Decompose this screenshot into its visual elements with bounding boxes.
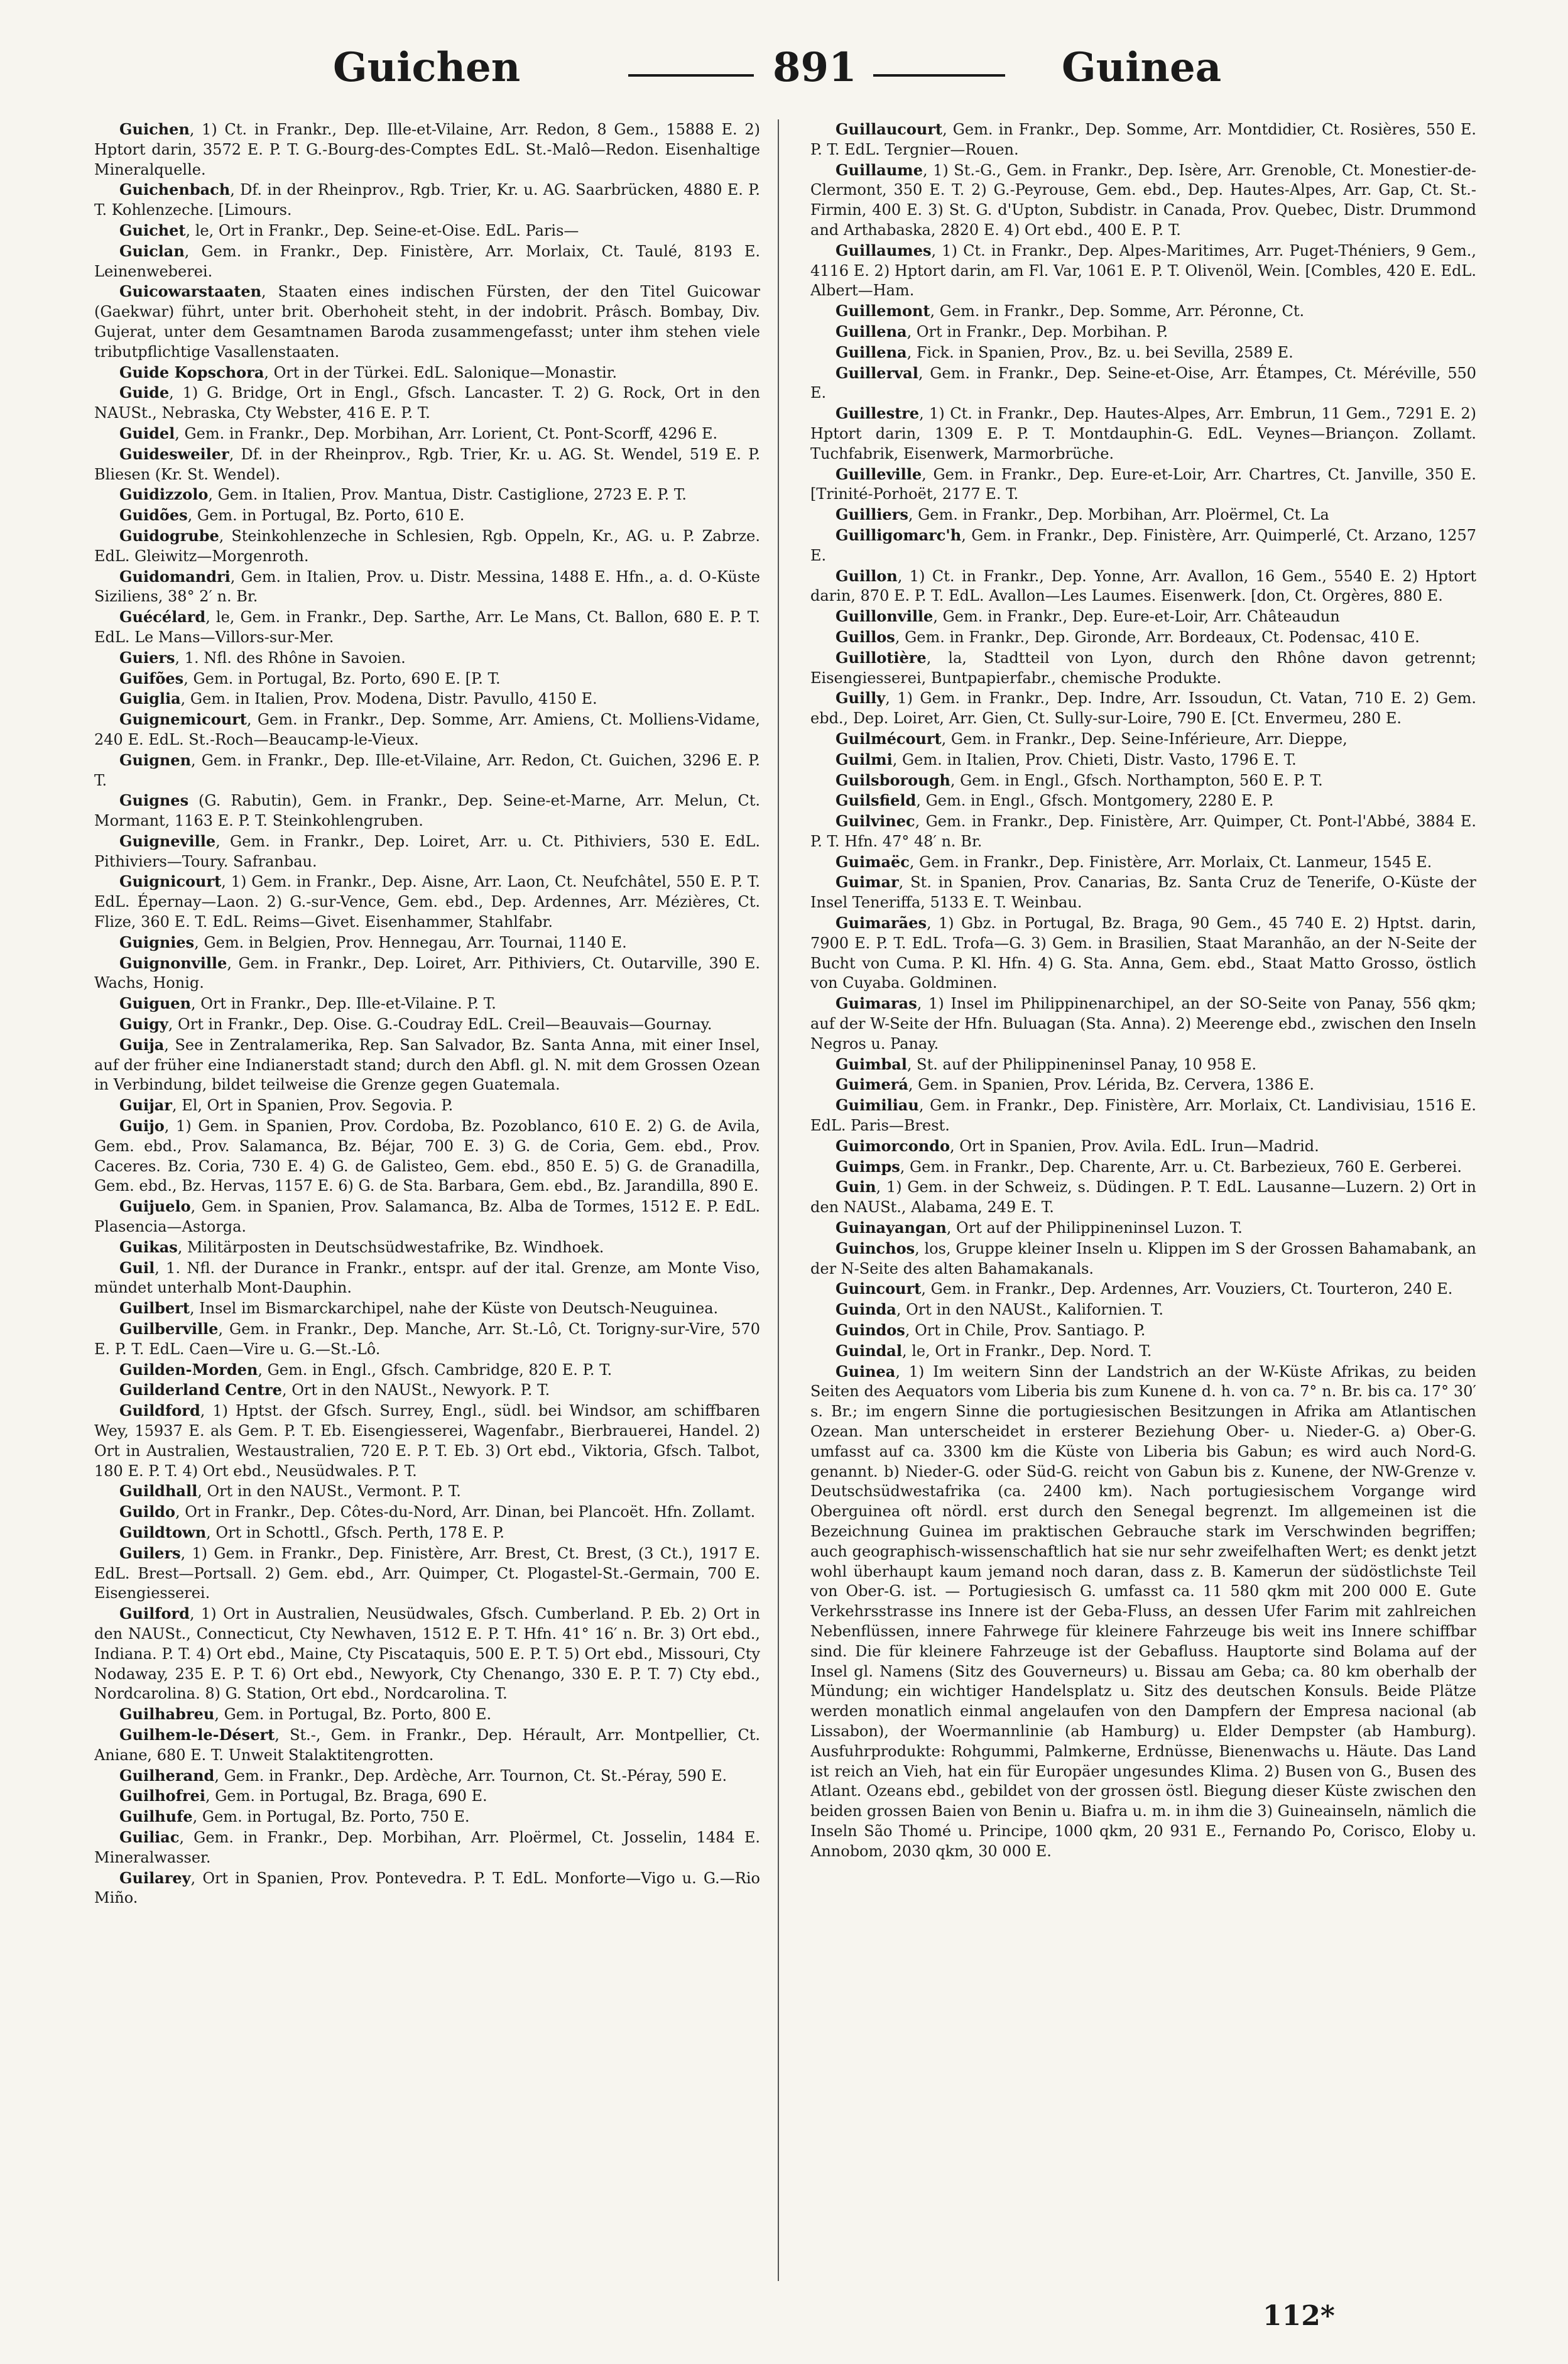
entry-text: , 1) Gem. in Spanien, Prov. Cordoba, Bz. Pozoblanco, 610 E. 2) G. de Avila, Gem. ebd., Prov. Salamanca, Bz. Béjar, 700 E. 3) G. de Coria, Gem. ebd., Prov. Caceres. Bz. Coria, 730 E. 4) G. de Galisteo, Gem. ebd., 850 E. 5) G. de Granadilla, Gem. ebd., Bz. Hervas, 1157 E. 6) G. de Sta. Barbara, Gem. ebd., Bz. Jarandilla, 890 E. [94, 1117, 760, 1195]
dictionary-entry [810, 811, 1476, 852]
dictionary-entry [810, 606, 1476, 627]
entry-text: , 1) Ct. in Frankr., Dep. Ille-et-Vilaine, Arr. Redon, 8 Gem., 15888 E. 2) Hptort darin, 3572 E. P. T. G.-Bourg-des-Comptes EdL. St.-Malô—Redon. Eisenhaltige Mineralquelle. [94, 121, 760, 178]
entry-text: , Gem. in Frankr., Dep. Ardennes, Arr. Vouziers, Ct. Tourteron, 240 E. [921, 1280, 1453, 1298]
entry-text: , St.-, Gem. in Frankr., Dep. Hérault, Arr. Montpellier, Ct. Aniane, 680 E. T. Unweit Stalaktitengrotten. [94, 1726, 760, 1764]
entry-text: , Gem. in Frankr., Dep. Manche, Arr. St.-Lô, Ct. Torigny-sur-Vire, 570 E. P. T. EdL. Caen—Vire u. G.—St.-Lô. [94, 1320, 760, 1358]
entry-text: , Gem. in Frankr., Dep. Seine-et-Oise, Arr. Étampes, Ct. Méréville, 550 E. [810, 364, 1476, 402]
entry-text: , Gem. in Frankr., Dep. Loiret, Arr. u. Ct. Pithiviers, 530 E. EdL. Pithiviers—Toury. Safranbau. [94, 832, 760, 870]
entry-headword: Guinayangan [836, 1218, 947, 1237]
entry-text: , los, Gruppe kleiner Inseln u. Klippen im S der Grossen Bahamabank, an der N-Seite des alten Bahamakanals. [810, 1239, 1476, 1278]
dictionary-entry [94, 1766, 760, 1787]
entry-headword: Guilleville [836, 464, 922, 483]
dictionary-entry [810, 1279, 1476, 1300]
entry-headword: Guildhall [119, 1482, 198, 1501]
signature-mark: 112* [1263, 2300, 1335, 2332]
dictionary-entry [810, 852, 1476, 873]
entry-headword: Guilers [119, 1543, 181, 1562]
dictionary-entry [810, 993, 1476, 1054]
dictionary-entry [94, 872, 760, 932]
entry-text: , 1) Ct. in Frankr., Dep. Alpes-Maritimes, Arr. Puget-Théniers, 9 Gem., 4116 E. 2) Hptort darin, am Fl. Var, 1061 E. P. T. Olivenöl, Wein. [Combles, 420 E. EdL. Albert—Ham. [810, 241, 1476, 300]
entry-headword: Guimorcondo [836, 1136, 950, 1155]
entry-text: , Gem. in Engl., Gfsch. Cambridge, 820 E. P. T. [258, 1360, 612, 1379]
entry-text: , Gem. in Italien, Prov. Mantua, Distr. Castiglione, 2723 E. P. T. [208, 486, 687, 504]
entry-headword: Guigneville [119, 831, 216, 850]
dictionary-entry [94, 1523, 760, 1543]
dictionary-entry [810, 1075, 1476, 1095]
entry-headword: Guildo [119, 1502, 175, 1521]
entry-headword: Guilhufe [119, 1807, 193, 1826]
entry-text: , Gem. in Frankr., Dep. Eure-et-Loir, Arr. Chartres, Ct. Janville, 350 E. [Trinité-Porhoët, 2177 E. T. [810, 465, 1476, 503]
entry-text: , Df. in der Rheinprov., Rgb. Trier, Kr. u. AG. St. Wendel, 519 E. P. Bliesen (Kr. St. Wendel). [94, 445, 760, 483]
entry-text: , Gem. in Belgien, Prov. Hennegau, Arr. Tournai, 1140 E. [194, 933, 627, 951]
dictionary-entry [94, 1319, 760, 1360]
entry-headword: Guilligomarc'h [836, 525, 962, 544]
dictionary-entry [810, 505, 1476, 525]
entry-headword: Guiclan [119, 241, 185, 260]
entry-headword: Guilmécourt [836, 729, 942, 748]
dictionary-entry [810, 1054, 1476, 1075]
dictionary-entry [94, 1868, 760, 1909]
dictionary-entry [810, 342, 1476, 363]
entry-text: , 1) Gem. in Frankr., Dep. Aisne, Arr. Laon, Ct. Neufchâtel, 550 E. P. T. EdL. Épernay—Laon. 2) G.-sur-Vence, Gem. ebd., Dep. Ardennes, Arr. Mézières, Ct. Flize, 360 E. T. EdL. Reims—Givet. Eisenhammer, Stahlfabr. [94, 873, 760, 931]
left-column [94, 119, 760, 2281]
entry-text: , Gem. in Italien, Prov. Chieti, Distr. Vasto, 1796 E. T. [892, 750, 1297, 769]
dictionary-entry [94, 648, 760, 669]
entry-text: , 1) Gem. in Frankr., Dep. Indre, Arr. Issoudun, Ct. Vatan, 710 E. 2) Gem. ebd., Dep. Loiret, Arr. Gien, Ct. Sully-sur-Loire, 790 E. [Ct. Envermeu, 280 E. [810, 689, 1476, 728]
entry-headword: Guildtown [119, 1523, 207, 1541]
dictionary-entry [810, 648, 1476, 689]
dictionary-entry [810, 627, 1476, 648]
entry-headword: Guinda [836, 1300, 896, 1319]
entry-headword: Guilden-Morden [119, 1360, 258, 1379]
dictionary-entry [810, 1300, 1476, 1320]
entry-text: , Insel im Bismarckarchipel, nahe der Küste von Deutsch-Neuguinea. [189, 1300, 719, 1318]
header-right-word: Guinea [1062, 44, 1222, 91]
dictionary-entry [810, 525, 1476, 566]
entry-headword: Guilsborough [836, 770, 950, 789]
dictionary-entry [810, 1136, 1476, 1157]
entry-headword: Guichenbach [119, 180, 231, 199]
entry-headword: Guide Kopschora [119, 363, 264, 381]
entry-headword: Guignen [119, 750, 192, 769]
dictionary-entry [94, 363, 760, 383]
entry-headword: Guilsfield [836, 791, 917, 810]
dictionary-entry [810, 872, 1476, 913]
entry-headword: Guiglia [119, 689, 181, 708]
entry-headword: Guilhabreu [119, 1705, 215, 1724]
entry-text: , Gem. in Portugal, Bz. Braga, 690 E. [205, 1787, 487, 1805]
entry-headword: Guilderland Centre [119, 1381, 282, 1399]
entry-headword: Guignonville [119, 953, 227, 972]
entry-headword: Guidogrube [119, 526, 219, 545]
entry-headword: Guillon [836, 566, 898, 585]
dictionary-entry [94, 1035, 760, 1095]
entry-headword: Guilarey [119, 1868, 191, 1887]
entry-headword: Guidizzolo [119, 485, 209, 504]
entry-headword: Guillaucourt [836, 120, 943, 138]
dictionary-entry [810, 1341, 1476, 1362]
entry-headword: Guilbert [119, 1299, 190, 1318]
entry-text: , Gem. in Frankr., Dep. Eure-et-Loir, Arr. Châteaudun [933, 608, 1340, 626]
entry-headword: Guillena [836, 322, 907, 341]
entry-headword: Guignies [119, 933, 195, 951]
entry-headword: Guilford [119, 1604, 190, 1623]
dictionary-entry [810, 464, 1476, 505]
entry-text: , 1) Hptst. der Gfsch. Surrey, Engl., südl. bei Windsor, am schiffbaren Wey, 15937 E. als Gem. P. T. Eb. Eisengiesserei, Wagenfabr., Bierbrauerei, Handel. 2) Ort in Australien, Westaustralien, 720 E. P. T. Eb. 3) Ort ebd., Viktoria, Gfsch. Talbot, 180 E. P. T. 4) Ort ebd., Neusüdwales. P. T. [94, 1402, 760, 1480]
entry-headword: Guilherand [119, 1766, 215, 1785]
dictionary-entry [94, 750, 760, 791]
entry-text: , Gem. in Frankr., Dep. Gironde, Arr. Bordeaux, Ct. Podensac, 410 E. [895, 628, 1420, 646]
entry-headword: Guimiliau [836, 1096, 919, 1115]
entry-text: , Gem. in Frankr., Dep. Finistère, Arr. Morlaix, Ct. Landivisiau, 1516 E. EdL. Paris—Brest. [810, 1097, 1476, 1135]
entry-text: , St. in Spanien, Prov. Canarias, Bz. Santa Cruz de Tenerife, O-Küste der Insel Teneriffa, 5133 E. T. Weinbau. [810, 873, 1476, 912]
entry-headword: Guimerá [836, 1075, 908, 1094]
dictionary-entry [94, 484, 760, 505]
entry-text: , Gem. in Engl., Gfsch. Northampton, 560 E. P. T. [950, 771, 1323, 789]
entry-headword: Guilhem-le-Désert [119, 1725, 275, 1744]
entry-text: , Gem. in Portugal, Bz. Porto, 750 E. [192, 1808, 470, 1826]
dictionary-entry [94, 993, 760, 1014]
entry-text: , Ort in den NAUSt., Vermont. P. T. [197, 1482, 461, 1501]
entry-text: , Gem. in Frankr., Dep. Somme, Arr. Amiens, Ct. Molliens-Vidame, 240 E. EdL. St.-Roch—Beaucamp-le-Vieux. [94, 711, 760, 748]
dictionary-entry [810, 1095, 1476, 1136]
entry-headword: Guillerval [836, 363, 918, 382]
dictionary-entry [810, 1362, 1476, 1862]
entry-headword: Guillonville [836, 607, 934, 626]
entry-text: , Gem. in Frankr., Dep. Ille-et-Vilaine, Arr. Redon, Ct. Guichen, 3296 E. P. T. [94, 751, 760, 789]
entry-headword: Guignes [119, 791, 189, 810]
entry-headword: Guichet [119, 221, 186, 239]
dictionary-entry [94, 241, 760, 282]
dictionary-entry [810, 1218, 1476, 1239]
entry-text: , Ort in Frankr., Dep. Ille-et-Vilaine. P. T. [191, 995, 496, 1013]
dictionary-entry [94, 383, 760, 424]
dictionary-entry [810, 403, 1476, 464]
entry-text: , Ort auf der Philippineninsel Luzon. T. [946, 1219, 1243, 1237]
entry-text: , 1) Insel im Philippinenarchipel, an der SO-Seite von Panay, 556 qkm; auf der W-Seite der Hfn. Buluagan (Sta. Anna). 2) Meerenge ebd., zwischen den Inseln Negros u. Panay. [810, 995, 1476, 1053]
entry-headword: Guillotière [836, 648, 927, 667]
dictionary-entry [94, 1502, 760, 1523]
entry-text: , Ort in Frankr., Dep. Oise. G.-Coudray EdL. Creil—Beauvais—Gournay. [168, 1015, 712, 1034]
entry-headword: Guiers [119, 648, 175, 667]
entry-headword: Guimar [836, 873, 899, 892]
entry-text: , 1) Gem. in Frankr., Dep. Finistère, Arr. Brest, Ct. Brest, (3 Ct.), 1917 E. EdL. Brest—Portsall. 2) Gem. ebd., Arr. Quimper, Ct. Plogastel-St.-Germain, 700 E. Eisengiesserei. [94, 1544, 760, 1602]
entry-text: , 1) Gem. in der Schweiz, s. Düdingen. P. T. EdL. Lausanne—Luzern. 2) Ort in den NAUSt., Alabama, 249 E. T. [810, 1178, 1476, 1217]
entry-headword: Guilberville [119, 1320, 219, 1338]
entry-headword: Guijuelo [119, 1197, 191, 1216]
entry-headword: Guimbal [836, 1054, 907, 1073]
entry-text: , 1) G. Bridge, Ort in Engl., Gfsch. Lancaster. T. 2) G. Rock, Ort in den NAUSt., Nebraska, Cty Webster, 416 E. P. T. [94, 384, 760, 422]
dictionary-entry [94, 221, 760, 241]
entry-headword: Guimaëc [836, 852, 910, 871]
dictionary-entry [94, 180, 760, 221]
entry-text: , Ort in der Türkei. EdL. Salonique—Monastir. [264, 363, 618, 381]
entry-headword: Guignemicourt [119, 710, 247, 729]
entry-text: , Gem. in Frankr., Dep. Finistère, Arr. Quimper, Ct. Pont-l'Abbé, 3884 E. P. T. Hfn. 47° 48′ n. Br. [810, 813, 1476, 850]
entry-text: , Gem. in Portugal, Bz. Porto, 800 E. [214, 1705, 492, 1724]
entry-headword: Guikas [119, 1237, 178, 1256]
entry-text: (G. Rabutin), Gem. in Frankr., Dep. Seine-et-Marne, Arr. Melun, Ct. Mormant, 1163 E. P. T. Steinkohlengruben. [94, 792, 760, 830]
entry-headword: Guiguen [119, 994, 192, 1013]
entry-headword: Guicowarstaaten [119, 282, 262, 301]
entry-headword: Guillaumes [836, 241, 932, 260]
dictionary-entry [94, 282, 760, 362]
dictionary-entry [94, 1360, 760, 1381]
entry-text: , Militärposten in Deutschsüdwestafrike, Bz. Windhoek. [177, 1238, 604, 1256]
dictionary-entry [810, 566, 1476, 607]
entry-text: , Gem. in Frankr., Dep. Morbihan, Arr. Ploërmel, Ct. La [908, 506, 1329, 524]
entry-headword: Guidomandri [119, 567, 231, 586]
entry-headword: Guimarães [836, 914, 927, 933]
entry-text: , Ort in Chile, Prov. Santiago. P. [905, 1322, 1146, 1340]
entry-text: , Gem. in Frankr., Dep. Charente, Arr. u. Ct. Barbezieux, 760 E. Gerberei. [900, 1157, 1462, 1176]
entry-text: , Gem. in Italien, Prov. Modena, Distr. Pavullo, 4150 E. [180, 690, 597, 708]
entry-text: , Ort in Spanien, Prov. Avila. EdL. Irun—Madrid. [949, 1137, 1319, 1155]
entry-headword: Guillaume [836, 160, 923, 179]
entry-text: , 1. Nfl. des Rhône in Savoien. [175, 648, 406, 667]
entry-headword: Guilvinec [836, 812, 915, 831]
dictionary-entry [94, 1725, 760, 1766]
dictionary-entry [94, 1014, 760, 1035]
entry-text: , 1) St.-G., Gem. in Frankr., Dep. Isère, Arr. Grenoble, Ct. Monestier-de-Clermont, 350 E. T. 2) G.-Peyrouse, Gem. ebd., Dep. Hautes-Alpes, Arr. Gap, Ct. St.-Firmin, 400 E. 3) St. G. d'Upton, Subdistr. in Canada, Prov. Quebec, Distr. Drummond and Arthabaska, 2820 E. 4) Ort ebd., 400 E. P. T. [810, 161, 1476, 239]
entry-text: , Ort in den NAUSt., Newyork. P. T. [281, 1381, 550, 1399]
entry-text: , Gem. in Frankr., Dep. Loiret, Arr. Pithiviers, Ct. Outarville, 390 E. Wachs, Honig. [94, 954, 760, 992]
dictionary-entry [94, 1258, 760, 1299]
entry-headword: Guimps [836, 1157, 900, 1176]
dictionary-entry [94, 1095, 760, 1116]
dictionary-entry [810, 913, 1476, 993]
dictionary-entry [94, 1704, 760, 1725]
entry-headword: Guidel [119, 424, 175, 442]
entry-text: , Gem. in Frankr., Dep. Seine-Inférieure, Arr. Dieppe, [941, 730, 1348, 748]
dictionary-entry [94, 607, 760, 648]
entry-headword: Guidões [119, 506, 188, 525]
right-column [810, 119, 1476, 2281]
entry-text: , 1) Ct. in Frankr., Dep. Yonne, Arr. Avallon, 16 Gem., 5540 E. 2) Hptort darin, 870 E. P. T. EdL. Avallon—Les Laumes. Eisenwerk. [don, Ct. Orgères, 880 E. [810, 567, 1476, 605]
dictionary-entry [94, 1298, 760, 1319]
entry-headword: Guimaras [836, 994, 917, 1013]
entry-text: , 1) Im weitern Sinn der Landstrich an der W-Küste Afrikas, zu beiden Seiten des Aequators vom Liberia bis zum Kunene d. h. von ca. 7° n. Br. bis ca. 17° 30′ s. Br.; im engern Sinne die portugiesischen Besitzungen in Afrika am Atlantischen Ozean. Man unterscheidet in ersterer Beziehung Ober- u. Nieder-G. a) Ober-G. umfasst auf ca. 3300 km die Küste von Liberia bis Gabun; es wird auch Nord-G. genannt. b) Nieder-G. oder Süd-G. reicht von Gabun bis z. Kunene, der NW-Grenze v. Deutschsüdwestafrika (ca. 2400 km). Nach portugiesischem Vorgange wird Oberguinea oft nördl. erst durch den Senegal begrenzt. Im allgemeinen ist die Bezeichnung Guinea im praktischen Gebrauche stark im Verschwinden begriffen; auch geographisch-wissenschaftlich hat sie nur sehr zweifelhaften Wert; es denkt jetzt wohl überhaupt kaum jemand noch daran, dass z. B. Kamerun der südöstlichste Teil von Ober-G. ist. — Portugiesisch G. umfasst ca. 11 580 qkm mit 200 000 E. Gute Verkehrsstrasse ins Innere ist der Geba-Fluss, an dessen Ufer Farim mit zahlreichen Nebenflüssen, innere Fahrwege für kleinere Fahrzeuge bis weit ins Innere schiffbar sind. Die für kleinere Fahrzeuge ist der Gebafluss. Hauptorte sind Bolama auf der Insel gl. Namens (Sitz des Gouverneurs) u. Bissau am Geba; ca. 80 km oberhalb der Mündung; ein wichtiger Handelsplatz u. Sitz des deutschen Konsuls. Beide Plätze werden monatlich einmal angelaufen von den Dampfern der Empresa nacional (ab Lissabon), der Woermannlinie (ab Hamburg) u. Elder Dempster (ab Hamburg). Ausfuhrprodukte: Rohgummi, Palmkerne, Erdnüsse, Bienenwachs u. Häute. Das Land ist reich an Vieh, hat ein für Europäer ungesundes Klima. 2) Busen von G., Busen des Atlant. Ozeans ebd., gebildet von der grossen östl. Biegung dieser Küste zwischen den beiden grossen Baien von Benin u. Biafra u. m. in ihm die 3) Guineainseln, nämlich die Inseln São Thomé u. Principe, 1000 qkm, 20 931 E., Fernando Po, Corisco, Eloby u. Annobom, 2030 qkm, 30 000 E. [810, 1362, 1476, 1860]
dictionary-entry [94, 1380, 760, 1401]
entry-text: , le, Ort in Frankr., Dep. Nord. T. [901, 1342, 1152, 1360]
header-left-word: Guichen [333, 44, 521, 91]
dictionary-entry [94, 831, 760, 872]
entry-headword: Guin [836, 1178, 876, 1196]
dictionary-entry [810, 363, 1476, 404]
entry-headword: Guilhofrei [119, 1787, 205, 1805]
entry-text: , 1) Ort in Australien, Neusüdwales, Gfsch. Cumberland. P. Eb. 2) Ort in den NAUSt., Connecticut, Cty Newhaven, 1512 E. P. T. Hfn. 41° 16′ n. Br. 3) Ort ebd., Indiana. P. T. 4) Ort ebd., Maine, Cty Piscataquis, 500 E. P. T. 5) Ort ebd., Missouri, Cty Nodaway, 235 E. P. T. 6) Ort ebd., Newyork, Cty Chenango, 330 E. P. T. 7) Cty ebd., Nordcarolina. 8) G. Station, Ort ebd., Nordcarolina. T. [94, 1605, 760, 1703]
entry-headword: Guigy [119, 1015, 168, 1034]
dictionary-entry [94, 1237, 760, 1258]
entry-headword: Guijo [119, 1117, 165, 1135]
entry-text: , Df. in der Rheinprov., Rgb. Trier, Kr. u. AG. Saarbrücken, 4880 E. P. T. Kohlenzeche. [Limours. [94, 181, 760, 219]
entry-text: , 1) Ct. in Frankr., Dep. Hautes-Alpes, Arr. Embrun, 11 Gem., 7291 E. 2) Hptort darin, 1309 E. P. T. Montdauphin-G. EdL. Veynes—Briançon. Zollamt. Tuchfabrik, Eisenwerk, Marmorbrüche. [810, 405, 1476, 462]
dictionary-entry [810, 791, 1476, 811]
dictionary-entry [94, 1786, 760, 1807]
running-header [75, 38, 1520, 113]
dictionary-entry [94, 119, 760, 180]
entry-text: , Steinkohlenzeche in Schlesien, Rgb. Oppeln, Kr., AG. u. P. Zabrze. EdL. Gleiwitz—Morgenroth. [94, 527, 760, 565]
entry-headword: Guichen [119, 120, 190, 138]
entry-headword: Guécélard [119, 608, 206, 627]
entry-text: , Ort in Frankr., Dep. Morbihan. P. [906, 322, 1168, 341]
dictionary-entry [810, 688, 1476, 729]
dictionary-entry [94, 424, 760, 444]
entry-headword: Guilmi [836, 750, 893, 769]
dictionary-entry [94, 526, 760, 567]
entry-text: , Gem. in Portugal, Bz. Porto, 610 E. [187, 506, 465, 525]
entry-text: , Gem. in Spanien, Prov. Lérida, Bz. Cervera, 1386 E. [908, 1076, 1314, 1094]
entry-headword: Guillemont [836, 302, 930, 320]
entry-text: , Gem. in Frankr., Dep. Morbihan, Arr. Lorient, Ct. Pont-Scorff, 4296 E. [175, 424, 718, 442]
entry-text: , Ort in Spanien, Prov. Pontevedra. P. T. EdL. Monforte—Vigo u. G.—Rio Miño. [94, 1869, 760, 1907]
dictionary-entry [94, 444, 760, 485]
dictionary-entry [94, 505, 760, 526]
entry-text: , Gem. in Frankr., Dep. Finistère, Arr. Morlaix, Ct. Taulé, 8193 E. Leinenweberei. [94, 242, 760, 280]
entry-text: , Fick. in Spanien, Prov., Bz. u. bei Sevilla, 2589 E. [906, 343, 1293, 361]
dictionary-entry [810, 750, 1476, 770]
dictionary-entry [810, 119, 1476, 160]
entry-text: , Gem. in Frankr., Dep. Somme, Arr. Montdidier, Ct. Rosières, 550 E. P. T. EdL. Tergnier—Rouen. [810, 121, 1476, 158]
entry-text: , Gem. in Frankr., Dep. Ardèche, Arr. Tournon, Ct. St.-Péray, 590 E. [214, 1766, 727, 1785]
dictionary-entry [94, 1116, 760, 1196]
dictionary-entry [810, 1157, 1476, 1178]
entry-text: , le, Gem. in Frankr., Dep. Sarthe, Arr. Le Mans, Ct. Ballon, 680 E. P. T. EdL. Le Mans—Villors-sur-Mer. [94, 608, 760, 646]
entry-headword: Guinea [836, 1362, 896, 1381]
dictionary-entry [94, 933, 760, 953]
entry-headword: Guija [119, 1035, 165, 1054]
dictionary-entry [94, 791, 760, 831]
entry-text: , Ort in Schottl., Gfsch. Perth, 178 E. P. [206, 1523, 505, 1541]
entry-text: , Gem. in Frankr., Dep. Finistère, Arr. Morlaix, Ct. Lanmeur, 1545 E. [909, 853, 1432, 871]
entry-text: , Gem. in Frankr., Dep. Morbihan, Arr. Ploërmel, Ct. Josselin, 1484 E. Mineralwasser. [94, 1828, 760, 1866]
entry-text: , 1) Gbz. in Portugal, Bz. Braga, 90 Gem., 45 740 E. 2) Hptst. darin, 7900 E. P. T. EdL. Trofa—G. 3) Gem. in Brasilien, Staat Maranhão, an der N-Seite der Bucht von Cuma. P. Kl. Hfn. 4) G. Sta. Anna, Gem. ebd., Staat Matto Grosso, östlich von Cuyaba. Goldminen. [810, 914, 1476, 992]
dictionary-entry [94, 1481, 760, 1502]
entry-headword: Guidesweiler [119, 444, 229, 463]
dictionary-entry [810, 770, 1476, 791]
entry-headword: Guindal [836, 1341, 902, 1360]
dictionary-entry [810, 1177, 1476, 1218]
header-rule-right [873, 74, 1005, 77]
entry-headword: Guil [119, 1258, 155, 1277]
entry-headword: Guincourt [836, 1279, 922, 1298]
dictionary-entry [94, 1827, 760, 1868]
entry-text: , Staaten eines indischen Fürsten, der den Titel Guicowar (Gaekwar) führt, unter brit. Oberhoheit steht, in der indobrit. Prâsch. Bombay, Div. Gujerat, unter dem Gesamtnamen Baroda zusammengefasst; unter ihm stehen viele tributpflichtige Vasallenstaaten. [94, 283, 760, 361]
dictionary-entry [810, 1239, 1476, 1279]
dictionary-entry [94, 689, 760, 709]
page-number: 891 [773, 44, 857, 91]
entry-text: , See in Zentralamerika, Rep. San Salvador, Bz. Santa Anna, mit einer Insel, auf der früher eine Indianerstadt stand; durch den Abfl. gl. N. mit dem Grossen Ozean in Verbindung, bildet teilweise die Grenze gegen Guatemala. [94, 1036, 760, 1094]
entry-text: , Ort in den NAUSt., Kalifornien. T. [896, 1301, 1164, 1319]
entry-headword: Guinchos [836, 1239, 915, 1257]
dictionary-entry [810, 1320, 1476, 1341]
entry-text: , Gem. in Frankr., Dep. Finistère, Arr. Quimperlé, Ct. Arzano, 1257 E. [810, 526, 1476, 564]
entry-text: , le, Ort in Frankr., Dep. Seine-et-Oise. EdL. Paris— [185, 221, 579, 239]
entry-headword: Guilly [836, 689, 886, 708]
entry-text: , Gem. in Frankr., Dep. Somme, Arr. Péronne, Ct. [930, 302, 1305, 320]
entry-headword: Guiliac [119, 1827, 180, 1846]
entry-text: , St. auf der Philippineninsel Panay, 10 958 E. [906, 1055, 1257, 1073]
dictionary-entry [810, 301, 1476, 322]
dictionary-entry [94, 1807, 760, 1827]
dictionary-entry [810, 729, 1476, 750]
dictionary-entry [810, 241, 1476, 301]
header-rule-left [628, 74, 754, 77]
entry-headword: Guignicourt [119, 872, 222, 891]
entry-text: , Gem. in Italien, Prov. u. Distr. Messina, 1488 E. Hfn., a. d. O-Küste Siziliens, 38° 2′ n. Br. [94, 567, 760, 606]
entry-headword: Guilliers [836, 505, 908, 524]
dictionary-entry [94, 1543, 760, 1604]
entry-text: , Gem. in Engl., Gfsch. Montgomery, 2280 E. P. [916, 792, 1274, 810]
entry-text: , Gem. in Portugal, Bz. Porto, 690 E. [P. T. [183, 669, 501, 687]
entry-headword: Guide [119, 383, 170, 402]
entry-text: , El, Ort in Spanien, Prov. Segovia. P. [172, 1097, 454, 1115]
entry-headword: Guifões [119, 669, 184, 687]
entry-text: , la, Stadtteil von Lyon, durch den Rhône davon getrennt; Eisengiesserei, Buntpapierfabr., chemische Produkte. [810, 648, 1476, 687]
dictionary-entry [94, 1604, 760, 1704]
entry-headword: Guillestre [836, 404, 920, 423]
column-divider [778, 119, 779, 2281]
entry-headword: Guillos [836, 627, 895, 646]
dictionary-entry [94, 1401, 760, 1481]
dictionary-entry [94, 1196, 760, 1237]
dictionary-entry [810, 160, 1476, 241]
dictionary-entry [94, 953, 760, 994]
entry-text: , Ort in Frankr., Dep. Côtes-du-Nord, Arr. Dinan, bei Plancoët. Hfn. Zollamt. [175, 1503, 756, 1521]
dictionary-entry [94, 567, 760, 608]
entry-text: , Gem. in Spanien, Prov. Salamanca, Bz. Alba de Tormes, 1512 E. P. EdL. Plasencia—Astorga. [94, 1198, 760, 1236]
entry-text: , 1. Nfl. der Durance in Frankr., entspr. auf der ital. Grenze, am Monte Viso, mündet unterhalb Mont-Dauphin. [94, 1259, 760, 1297]
dictionary-entry [94, 709, 760, 750]
dictionary-entry [810, 322, 1476, 342]
entry-headword: Guindos [836, 1321, 905, 1340]
entry-headword: Guildford [119, 1401, 200, 1420]
entry-headword: Guillena [836, 342, 907, 361]
dictionary-entry [94, 669, 760, 689]
entry-headword: Guijar [119, 1096, 172, 1115]
